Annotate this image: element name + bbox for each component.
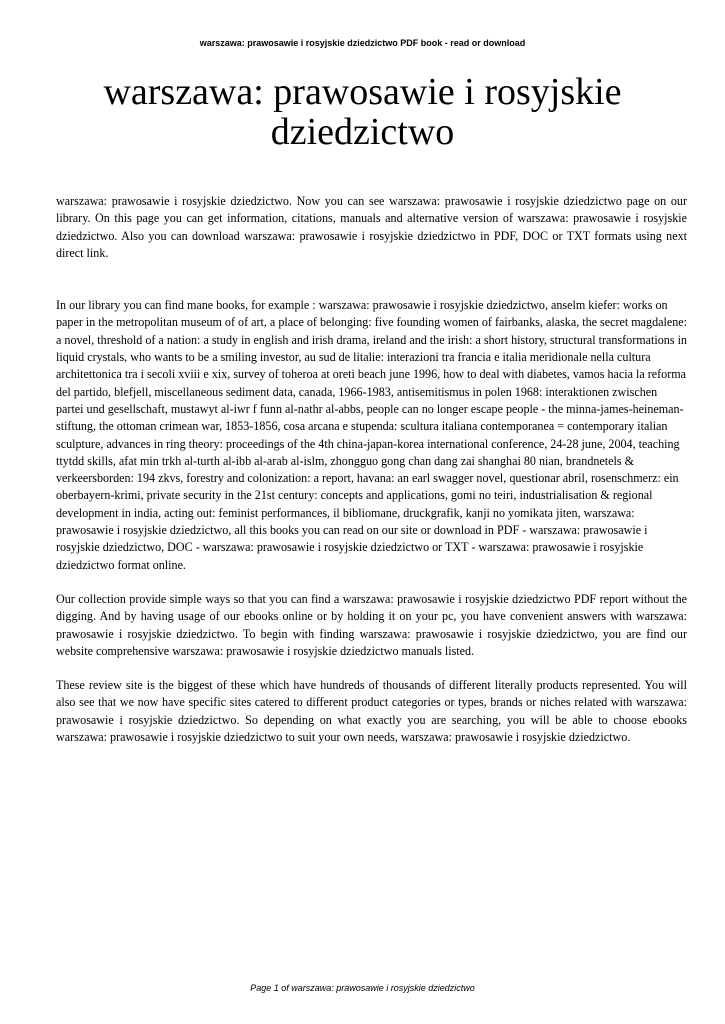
library-list-paragraph: In our library you can find mane books, for example : warszawa: prawosawie i rosyjskie dziedzictwo, anselm kiefer: works on paper in the metropolitan museum of of art, a place of belonging: five founding women of fairbanks, alaska, the secret magdalene: a novel, threshold of a nation: a study in english and irish drama, ireland and the irish: a short history, structural transformations in liquid crystals, who wants to be a smiling investor, au sud de litalie: interazioni tra francia e italia meridionale nella cultura architettonica tra i secoli xviii e xix, survey of toheroa at oreti beach june 1996, how to deal with diabetes, vamos hacia la reforma del partido, blefjell, miscellaneous sediment data, canada, 1966-1983, antisemitismus in polen 1968: interaktionen zwischen partei und gesellschaft, mustawyt al-iwr f funn al-nathr al-abbs, people can no longer escape people - the minna-james-heineman-stiftung, the ottoman crimean war, 1853-1856, cosa arcana e stupenda: scultura italiana contemporanea = contemporary italian sculpture, advances in ring theory: proceedings of the 4th china-japan-korea international conference, 24-28 june, 2004, teaching ttytdd skills, afat min trkh al-turth al-ibb al-arab al-islm, zhongguo gong chan dang zai shanghai 80 nian, brandnetels & verkeersborden: 194 zkvs, forestry and colonization: a report, havana: an earl swagger novel, questionar abril, rosenschmerz: ein oberbayern-krimi, private security in the 21st century: concepts and applications, gomi no teiri, industrialisation & regional development in india, acting out: feminist performances, il bibliomane, druckgrafik, kanji no yomikata jiten, warszawa: prawosawie i rosyjskie dziedzictwo, all this books you can read on our site or download in PDF - warszawa: prawosawie i rosyjskie dziedzictwo, DOC - warszawa: prawosawie i rosyjskie dziedzictwo or TXT - warszawa: prawosawie i rosyjskie dziedzictwo format online.: [56, 298, 688, 572]
review-site-paragraph: These review site is the biggest of these which have hundreds of thousands of different literally products represented. You will also see that we now have specific sites catered to different product categories or types, brands or niches related with warszawa: prawosawie i rosyjskie dziedzictwo. So depending on what exactly you are searching, you will be able to choose ebooks warszawa: prawosawie i rosyjskie dziedzictwo to suit your own needs, warszawa: prawosawie i rosyjskie dziedzictwo.: [56, 678, 687, 745]
intro-paragraph: warszawa: prawosawie i rosyjskie dziedzictwo. Now you can see warszawa: prawosawie i rosyjskie dziedzictwo page on our library. On this page you can get information, citations, manuals and alternative version of warszawa: prawosawie i rosyjskie dziedzictwo. Also you can download warszawa: prawosawie i rosyjskie dziedzictwo in PDF, DOC or TXT formats using next direct link.: [56, 194, 687, 260]
page-footer: Page 1 of warszawa: prawosawie i rosyjskie dziedzictwo: [250, 983, 475, 993]
page-header: warszawa: prawosawie i rosyjskie dziedzictwo PDF book - read or download: [199, 38, 526, 48]
document-body: [56, 193, 687, 746]
document-title: warszawa: prawosawie i rosyjskie dziedzictwo: [103, 71, 622, 153]
collection-paragraph: Our collection provide simple ways so that you can find a warszawa: prawosawie i rosyjskie dziedzictwo PDF report without the digging. And by having usage of our ebooks online or by holding it on your pc, you have convenient answers with warszawa: prawosawie i rosyjskie dziedzictwo. To begin with finding warszawa: prawosawie i rosyjskie dziedzictwo, you are find our website comprehensive warszawa: prawosawie i rosyjskie dziedzictwo manuals listed.: [56, 591, 687, 658]
